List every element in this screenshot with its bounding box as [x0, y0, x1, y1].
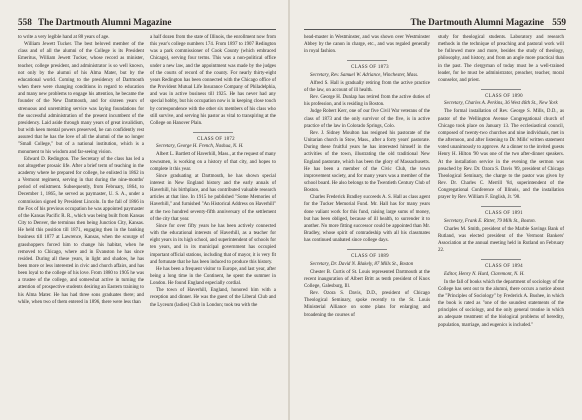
- body-paragraph: Rev. Ozora S. Davis, D.D., president of Chicago Theological Seminary, spoke recently to the St. Louis Ministerial Alliance on some plans for enlarging and broadening the courses of: [304, 291, 430, 318]
- body-paragraph: The formal installation of Rev. George S. Mills, D.D., as pastor of the Wellington Avenue Congregational church of Chicago took place on January 13. The ecclesiastical council, composed of twenty-two churches and nine individuals, met in the afternoon, and after listening to Dr. Mills' written statement voted unanimously to approve. At a dinner to the invited guests Henry H. Hilton '90 was one of the two after-dinner speakers. At the installation service in the evening the sermon was preached by Rev. Dr. Ozora S. Davis '89, president of Chicago Theological Seminary, the charge to the pastor was given by Rev. Dr. Charles C. Merrill '84, superintendent of the Congregational Conference of Illinois, and the installation prayer by Rev. William F. English, Jr. '98.: [438, 109, 564, 201]
- class-section-heading: CLASS OF 1873: [351, 65, 389, 71]
- section-divider: [347, 249, 387, 250]
- section-divider: [481, 89, 521, 90]
- class-secretary-line: Secretary, Frank E. Ritter, 79 Milk St., Boston.: [444, 218, 536, 224]
- section-divider: [481, 259, 521, 260]
- body-paragraph: Rev. George H. Dunlap has retired from the active duties of his profession, and is residing in Boston.: [304, 95, 430, 108]
- left-page: [0, 0, 290, 420]
- section-divider: [481, 206, 521, 207]
- right-column-2: [438, 34, 564, 329]
- body-paragraph: study for theological students. Laboratory and research methods in the technique of preaching and pastoral work will be followed more and more, besides the study of theology, philosophy, and history, and from an angle more practical than in the past. The clergyman of today must be a well-trained leader, for he must be administrator, preacher, teacher, moral counselor, and priest.: [438, 35, 564, 83]
- left-running-title: The Dartmouth Alumni Magazine: [38, 17, 172, 27]
- class-secretary-line: Secretary, Dr. David N. Blakely, 87 Mills St., Boston: [310, 261, 414, 267]
- class-section-heading: CLASS OF 1890: [485, 94, 523, 100]
- left-page-header: [18, 16, 276, 28]
- class-secretary-line: Secretary, George H. French, Nashua, N. H.: [156, 144, 244, 150]
- body-paragraph: Since for over fifty years he has been actively connected with the educational interests of Haverhill, as a teacher for eight years in its high school, and superintendent of schools for ten years, and in its municipal government has occupied important official stations, including that of mayor, it is very fit and fortunate that he has been induced to produce this history.: [150, 223, 276, 265]
- right-running-title: The Dartmouth Alumni Magazine: [410, 17, 544, 27]
- body-paragraph: Charles M. Smith, president of the Marble Savings Bank of Rutland, was elected president of the Vermont Bankers' Association at the annual meeting held in Rutland on February 22.: [438, 226, 564, 254]
- body-paragraph: Alfred S. Hall is gradually retiring from the active practice of the law, on account of ill health.: [304, 80, 430, 93]
- section-divider: [193, 132, 233, 133]
- body-paragraph: a half dozen from the state of Illinois, the enrollment now from this year's college numbers 174. From 1897 to 1907 Redington was a park commissioner of Cook County (which embraced Chicago), serving four terms. This was a non-political office under a new law, and the appointment was made by the judges of the courts of record of the county. For nearly thirty-eight years Redington has been connected with the Chicago office of the Provident Mutual Life Insurance Company of Philadelphia, and was in active business till 1925. He has never had any special hobby, but his occupation now is in keeping close touch by correspondence with the other six members of his class who still survive, and serving his pastor as vital to transpiring at the College on Hanover Plain.: [150, 35, 276, 126]
- body-paragraph: Edward D. Redington. The Secretary of the class has led a not altogether prosaic life. After a brief term of teaching in the academy where he prepared for college, he enlisted in 1862 in a Vermont regiment, serving in that during the nine-months' period of enlistment. Subsequently, from February, 1864, to December 1, 1865, he served as paymaster, U. S. A., under a commission signed by President Lincoln. In the fall of 1866 in the Fox of his previous occupation he was appointed paymaster of the Kansas Pacific R. R., which was being built from Kansas City to Denver, the terminus then being Junction City, Kansas. He held this position till 1871, engaging then in the banking business till 1877 at Lawrence, Kansas, when the scourge of grasshoppers forced him to change his habitat, when he removed to Chicago, where and in Evanston he has since resided. During all these years, in light and shadow, he has been more or less interested in civic and church affairs, and has been loyal to the college of his love. From 1880 to 1905 he was a trustee of the college, and somewhat active in turning the attention of prospective students desiring an Eastern training to his Alma Mater. He has had three sons graduates there; and while, when two of them entered in 1896, there were less than: [18, 156, 144, 305]
- class-section-heading: CLASS OF 1891: [485, 211, 523, 217]
- body-paragraph: Chester B. Curtis of St. Louis represented Dartmouth at the recent inauguration of Albert Britt as tenth president of Knox College, Galesburg, Ill.: [304, 269, 430, 289]
- class-secretary-line: Secretary, Charles A. Perkins, 36 West 46th St., New York: [444, 101, 558, 107]
- body-paragraph: Judge Robert Kerr, one of our five Civil War veterans of the class of 1873 and the only survivor of the five, is in active practice of the law in Colorado Springs, Colo.: [304, 109, 430, 129]
- body-paragraph: Charles Frederick Bradley succeeds A. S. Hall as class agent for the Tucker Memorial Fund. Mr. Hall has for many years done valiant work for this fund, raising large sums of money, but has been obliged, because of ill health, to surrender it to another. No more fitting successor could be appointed than Mr. Bradley, whose spirit of comradeship with all his classmates has continued unabated since college days.: [304, 195, 430, 244]
- body-paragraph: to write a very legible hand at 88 years of age.: [18, 35, 110, 40]
- right-header-rule: [304, 29, 566, 30]
- right-column-1: [304, 34, 430, 319]
- class-section-heading: CLASS OF 1894: [485, 264, 523, 270]
- left-column-1: [18, 34, 144, 306]
- right-page: [290, 0, 582, 420]
- body-paragraph: William Jewett Tucker. The best beloved member of the class and of all the alumni of the College is its President Emeritus, William Jewett Tucker, whose record as minister, teacher, college president, and administrator is so well known, not only by the alumni of his Alma Mater, but by the educational world. Coming to the presidency of Dartmouth when there were changing conditions in regard to education and many new problems to engage his attention, he became the founder of the New Dartmouth, and for sixteen years of strenuous and unremitting service was laying foundations for the successful administration of the present incumbent of the presidency. Laid aside through many years of great invalidism, but with keen mental powers preserved, he can confidently rest assured that he has the love of all the alumni of the no longer "Small College," but of a national institution, which is a monument to his wisdom and far-seeing vision.: [18, 42, 144, 155]
- left-page-number: 558: [18, 17, 32, 27]
- left-header-rule: [18, 29, 276, 30]
- body-paragraph: Rev. J. Sidney Moulton has resigned his pastorate of the Unitarian church in Stow, Mass., after a forty years' pastorate. During these fruitful years he has interested himself in the activities of the town, illustrating the old traditional New England pastorate, which has been the glory of Massachusetts. He has been a member of the Civic Club, the town improvement society, and for many years was a member of the school board. He also belongs to the Twentieth Century Club of Boston.: [304, 130, 430, 194]
- left-column-2: [150, 34, 276, 309]
- body-paragraph: In the fall of books which the department of sociology of the College has sent out to the alumni, there occurs a notice about the "Principles of Sociology" by Frederick A. Bushee, in which the book is rated as "one of the soundest statements of the principles of sociology, and the only general treatise in which an adequate treatment of the biological problems of heredity, population, marriage, and eugenics is included.": [438, 279, 564, 328]
- right-page-header: [304, 16, 566, 28]
- right-page-number: 559: [552, 17, 566, 27]
- class-secretary-line: Secretary, Rev. Samuel W. Adriance, Winchester, Mass.: [310, 72, 419, 78]
- body-paragraph: The town of Haverhill, England, honored him with a reception and dinner. He was the guest of the Liberal Club and the Lyceum (ladies) Club in London; took tea with the: [150, 288, 276, 308]
- body-paragraph: Albert L. Bartlett of Haverhill, Mass., at the request of many townsmen, is working on a history of that city, and hopes to complete it this year.: [150, 152, 276, 172]
- section-divider: [347, 60, 387, 61]
- body-paragraph: head-master in Westminster, and was shown over Westminster Abbey by the canon in charge, etc., and was regaled generally in royal fashion.: [304, 35, 430, 55]
- body-paragraph: Since graduating at Dartmouth, he has shown special interest in New England history and the early annals of Haverhill, his birthplace, and has contributed valuable research articles at that line. In 1915 he published "Some Memories of Haverhill," and furnished "An Historical Address on Haverhill" at the two hundred seventy-fifth anniversary of the settlement of the city that year.: [150, 173, 276, 222]
- class-section-heading: CLASS OF 1872: [197, 137, 235, 143]
- body-paragraph: He has been a frequent visitor to Europe, and last year, after being a long time in the Continent, he spent the summer in London. He found England especially cordial.: [150, 266, 276, 287]
- class-section-heading: CLASS OF 1889: [351, 254, 389, 260]
- class-secretary-line: Editor, Henry N. Hurd, Claremont, N. H.: [444, 271, 525, 277]
